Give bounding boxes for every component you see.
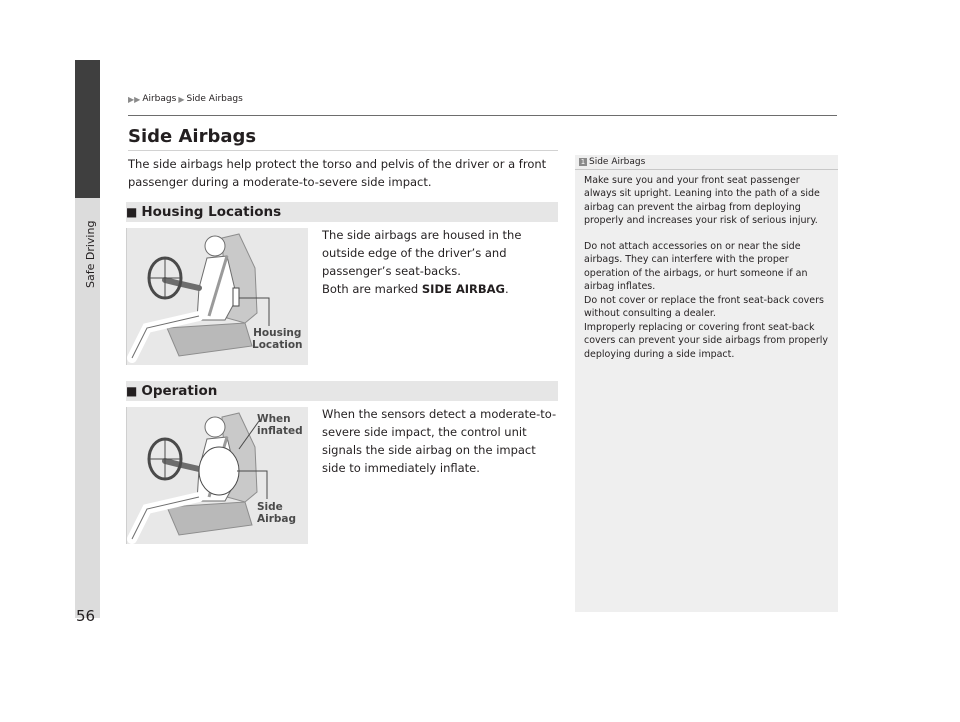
note-divider — [575, 169, 838, 170]
breadcrumb-item-side-airbags[interactable]: Side Airbags — [186, 94, 243, 104]
square-bullet-icon: ■ — [126, 384, 138, 398]
note-heading — [579, 157, 645, 167]
sidebar-tab — [75, 60, 100, 198]
operation-text: When the sensors detect a moderate-to-severe side impact, the control unit signals the side airbag on the impact side to immediately inflate. — [322, 407, 557, 475]
section-heading-housing-text: Housing Locations — [141, 204, 282, 220]
square-bullet-icon: ■ — [126, 205, 138, 219]
figure-operation — [126, 407, 308, 544]
note-title: Side Airbags — [589, 157, 646, 167]
housing-text: The side airbags are housed in the outside edge of the driver’s and passenger’s seat-backs. — [322, 228, 522, 278]
section-heading-operation-text: Operation — [141, 383, 218, 399]
housing-marking-text: Both are marked SIDE AIRBAG. — [322, 282, 509, 296]
intro-text: The side airbags help protect the torso and pelvis of the driver or a front passenger during a moderate-to-severe side impact. — [128, 157, 547, 189]
figure-label-when-inflated: When inflated — [257, 413, 303, 437]
section-heading-housing — [126, 202, 558, 222]
title-divider — [128, 150, 558, 151]
section-heading-operation — [126, 381, 558, 401]
figure-label-housing: Housing Location — [252, 327, 303, 351]
page-number: 56 — [76, 607, 96, 625]
note-number-badge: 1 — [580, 158, 586, 166]
breadcrumb-item-airbags[interactable]: Airbags — [142, 94, 177, 104]
page-title: Side Airbags — [128, 126, 257, 147]
sidebar-section-label[interactable]: Safe Driving — [84, 220, 97, 288]
figure-label-side-airbag: Side Airbag — [257, 501, 297, 525]
side-airbag-marking: SIDE AIRBAG — [421, 282, 505, 296]
breadcrumb — [128, 94, 243, 104]
breadcrumb-arrow-icon: ▶▶ — [128, 94, 141, 104]
note-paragraph-3: Do not cover or replace the front seat-back covers without consulting a dealer. — [584, 295, 824, 320]
breadcrumb-arrow-icon: ▶ — [178, 94, 185, 104]
note-paragraph-1: Make sure you and your front seat passenger always sit upright. Leaning into the path of a side airbag can prevent the airbag from deploying properly and increases your risk of serious injury. — [584, 175, 820, 227]
header-divider — [128, 115, 837, 116]
note-box — [575, 155, 838, 612]
note-paragraph-4: Improperly replacing or covering front seat-back covers can prevent your side airbags from properly deploying during a side impact. — [584, 322, 829, 360]
note-paragraph-2: Do not attach accessories on or near the side airbags. They can interfere with the proper operation of the airbags, or hurt someone if an airbag inflates. — [584, 241, 808, 293]
figure-housing-location — [126, 228, 308, 365]
